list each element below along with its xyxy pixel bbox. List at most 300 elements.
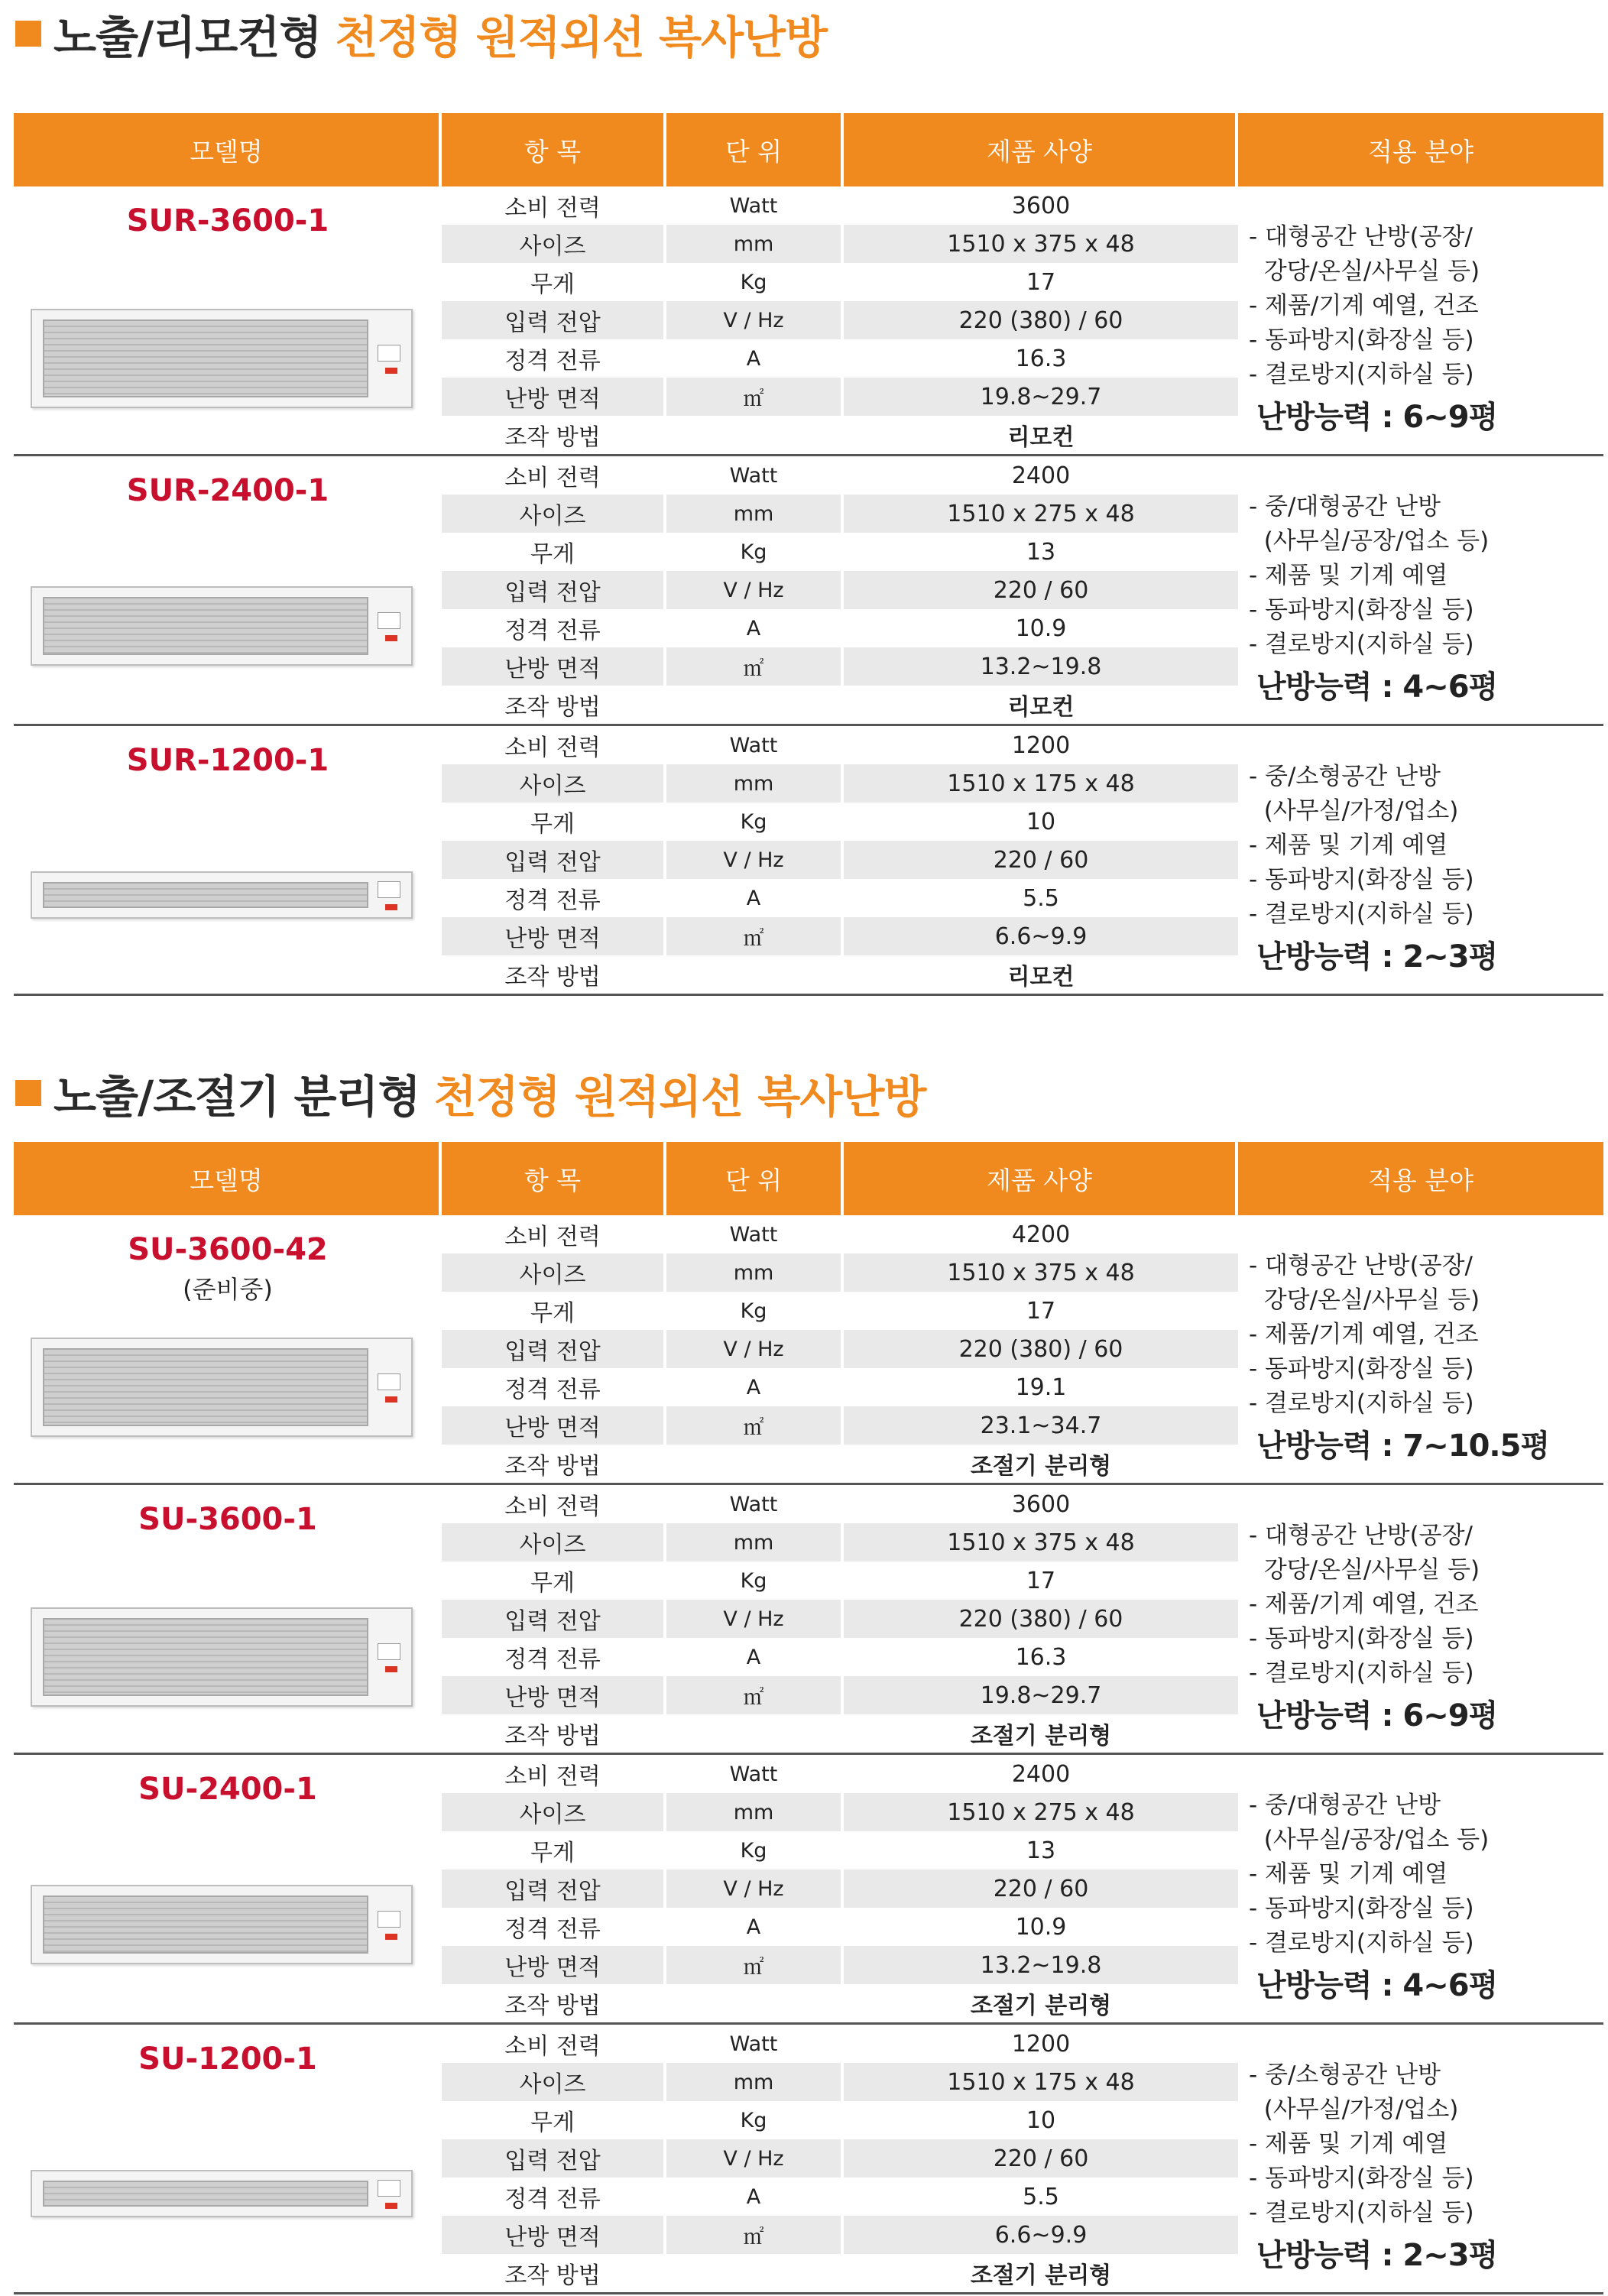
spec-item: 난방 면적 [442, 1406, 666, 1445]
spec-rows [442, 1215, 1238, 1483]
spec-unit: A [666, 2178, 844, 2216]
application-line: - 결로방지(지하실 등) [1249, 2199, 1474, 2226]
heater-panel [43, 319, 368, 397]
application-list [1249, 2058, 1599, 2230]
indicator-light-icon [385, 2203, 397, 2209]
spec-item: 사이즈 [442, 764, 666, 803]
spec-item: 사이즈 [442, 1253, 666, 1292]
table-row [442, 301, 1238, 339]
spec-unit: ㎡ [666, 2216, 844, 2254]
application-line: - 대형공간 난방(공장/ [1249, 223, 1473, 251]
spec-unit: A [666, 1368, 844, 1406]
model-name: SUR-2400-1 [126, 473, 329, 508]
heater-product-image [31, 309, 413, 408]
table-row [442, 917, 1238, 955]
control-box-icon [378, 612, 400, 629]
spec-item: 난방 면적 [442, 1946, 666, 1984]
spec-value: 220 / 60 [993, 576, 1089, 604]
spec-unit [666, 416, 844, 454]
spec-item: 입력 전압 [442, 1870, 666, 1908]
header-application: 적용 분야 [1367, 136, 1473, 167]
spec-item: 정격 전류 [442, 339, 666, 378]
table-row [442, 1292, 1238, 1330]
heating-capacity: 난방능력 : 4~6평 [1256, 670, 1498, 705]
spec-value: 3600 [1011, 192, 1071, 219]
model-name: SUR-3600-1 [126, 203, 329, 238]
application-list [1249, 1249, 1599, 1421]
heating-capacity: 난방능력 : 2~3평 [1256, 939, 1498, 975]
section-title-accent: 천정형 원적외선 복사난방 [433, 1071, 926, 1123]
spec-unit: ㎡ [666, 1406, 844, 1445]
spec-unit: Kg [666, 1292, 844, 1330]
spec-unit: ㎡ [666, 1946, 844, 1984]
application-line: - 동파방지(화장실 등) [1249, 1625, 1474, 1652]
application-line: - 제품/기계 예열, 건조 [1249, 292, 1479, 319]
application-list [1249, 220, 1599, 392]
application-line: - 중/대형공간 난방 [1249, 493, 1441, 520]
spec-unit: mm [666, 1253, 844, 1292]
heater-product-image [31, 871, 413, 919]
table-row [442, 1831, 1238, 1870]
spec-unit: A [666, 609, 844, 647]
application-line: - 동파방지(화장실 등) [1249, 596, 1474, 624]
table-row [442, 803, 1238, 841]
section-title [15, 1062, 926, 1124]
spec-unit: ㎡ [666, 378, 844, 416]
control-box-icon [378, 881, 400, 898]
model-block [14, 1485, 1603, 1755]
spec-unit: V / Hz [666, 1330, 844, 1368]
spec-item: 소비 전력 [442, 1485, 666, 1523]
spec-rows [442, 1485, 1238, 1753]
spec-value: 5.5 [1023, 2183, 1059, 2210]
spec-unit [666, 1984, 844, 2022]
spec-unit: Watt [666, 2025, 844, 2063]
spec-item: 난방 면적 [442, 2216, 666, 2254]
spec-value: 리모컨 [1007, 964, 1075, 991]
application-cell [1238, 1755, 1603, 2022]
spec-unit: A [666, 1908, 844, 1946]
spec-value: 19.1 [1015, 1373, 1067, 1401]
table-row [442, 2178, 1238, 2216]
indicator-light-icon [385, 1666, 397, 1672]
model-name: SU-2400-1 [138, 1772, 317, 1807]
spec-item: 입력 전압 [442, 1600, 666, 1638]
spec-value: 17 [1026, 1567, 1056, 1594]
spec-item: 사이즈 [442, 495, 666, 533]
application-list [1249, 1788, 1599, 1960]
spec-item: 소비 전력 [442, 726, 666, 764]
spec-item: 입력 전압 [442, 2139, 666, 2178]
application-cell [1238, 2025, 1603, 2292]
spec-unit: mm [666, 1523, 844, 1561]
spec-item: 소비 전력 [442, 1215, 666, 1253]
spec-rows [442, 186, 1238, 454]
application-line: (사무실/공장/업소 등) [1249, 527, 1490, 555]
spec-unit [666, 1714, 844, 1753]
table-body [14, 186, 1603, 996]
spec-unit: Watt [666, 186, 844, 225]
spec-unit: Watt [666, 1755, 844, 1793]
application-line: 강당/온실/사무실 등) [1249, 1556, 1480, 1584]
control-box-icon [378, 1643, 400, 1660]
heating-capacity: 난방능력 : 2~3평 [1256, 2238, 1498, 2273]
spec-item: 정격 전류 [442, 2178, 666, 2216]
application-line: - 제품 및 기계 예열 [1249, 1860, 1448, 1888]
application-line: 강당/온실/사무실 등) [1249, 258, 1480, 285]
table-row [442, 1946, 1238, 1984]
table-row [442, 686, 1238, 724]
spec-item: 무게 [442, 533, 666, 571]
heater-panel [43, 1895, 368, 1954]
spec-item: 난방 면적 [442, 378, 666, 416]
model-block [14, 1755, 1603, 2025]
header-model: 모델명 [14, 113, 442, 186]
table-row [442, 339, 1238, 378]
application-line: - 중/소형공간 난방 [1249, 763, 1441, 790]
spec-item: 정격 전류 [442, 879, 666, 917]
spec-item: 조작 방법 [442, 416, 666, 454]
application-line: - 동파방지(화장실 등) [1249, 1355, 1474, 1383]
model-cell [14, 456, 442, 724]
spec-value: 1510 x 275 x 48 [947, 1798, 1135, 1826]
heating-capacity: 난방능력 : 4~6평 [1256, 1968, 1498, 2003]
heater-panel [43, 882, 368, 908]
section-title [15, 3, 827, 64]
table-row [442, 416, 1238, 454]
spec-unit: ㎡ [666, 1676, 844, 1714]
spec-item: 입력 전압 [442, 841, 666, 879]
spec-value: 19.8~29.7 [980, 383, 1102, 410]
application-line: - 대형공간 난방(공장/ [1249, 1252, 1473, 1279]
table-row [442, 1523, 1238, 1561]
spec-value: 1510 x 175 x 48 [947, 770, 1135, 797]
table-row [442, 225, 1238, 263]
header-item: 항 목 [442, 113, 666, 186]
spec-item: 입력 전압 [442, 571, 666, 609]
application-line: - 동파방지(화장실 등) [1249, 866, 1474, 893]
section-title-accent: 천정형 원적외선 복사난방 [335, 11, 828, 63]
table-row [442, 1561, 1238, 1600]
spec-unit [666, 955, 844, 994]
header-item: 항 목 [442, 1142, 666, 1215]
application-line: - 제품 및 기계 예열 [1249, 2130, 1448, 2158]
spec-value: 조절기 분리형 [970, 1453, 1112, 1480]
spec-unit: Watt [666, 1215, 844, 1253]
heating-capacity: 난방능력 : 6~9평 [1256, 400, 1498, 435]
application-line: - 대형공간 난방(공장/ [1249, 1522, 1473, 1549]
spec-value: 220 / 60 [993, 2145, 1089, 2172]
spec-value: 조절기 분리형 [970, 1723, 1112, 1750]
table-row [442, 841, 1238, 879]
header-spec: 제품 사양 [844, 113, 1238, 186]
spec-value: 10 [1026, 2106, 1056, 2134]
spec-unit [666, 686, 844, 724]
heater-panel [43, 1618, 368, 1696]
model-cell [14, 1485, 442, 1753]
control-box-icon [378, 345, 400, 362]
model-cell [14, 1215, 442, 1483]
spec-unit: mm [666, 495, 844, 533]
spec-item: 사이즈 [442, 1523, 666, 1561]
application-cell [1238, 1215, 1603, 1483]
indicator-light-icon [385, 1396, 397, 1403]
application-cell [1238, 456, 1603, 724]
spec-unit: mm [666, 225, 844, 263]
model-name: SU-3600-1 [138, 1502, 317, 1537]
spec-value: 23.1~34.7 [980, 1412, 1102, 1439]
table-row [442, 2063, 1238, 2101]
spec-value: 6.6~9.9 [994, 923, 1088, 950]
model-cell [14, 186, 442, 454]
table-row [442, 1984, 1238, 2022]
spec-value: 6.6~9.9 [994, 2221, 1088, 2249]
heating-capacity: 난방능력 : 6~9평 [1256, 1698, 1498, 1733]
spec-unit: ㎡ [666, 647, 844, 686]
spec-value: 조절기 분리형 [970, 2262, 1112, 2289]
spec-item: 난방 면적 [442, 1676, 666, 1714]
control-box-icon [378, 2180, 400, 2197]
spec-unit: Kg [666, 803, 844, 841]
spec-value: 220 (380) / 60 [958, 1605, 1123, 1633]
spec-unit: mm [666, 1793, 844, 1831]
spec-unit: V / Hz [666, 301, 844, 339]
header-application: 적용 분야 [1367, 1165, 1473, 1195]
application-line: - 제품/기계 예열, 건조 [1249, 1321, 1479, 1348]
table-row [442, 2216, 1238, 2254]
indicator-light-icon [385, 1934, 397, 1940]
table-row [442, 1406, 1238, 1445]
table-row [442, 1215, 1238, 1253]
spec-item: 조작 방법 [442, 1714, 666, 1753]
spec-value: 16.3 [1015, 345, 1067, 372]
model-block [14, 186, 1603, 456]
spec-item: 조작 방법 [442, 686, 666, 724]
section-title-main: 노출/리모컨형 [53, 11, 322, 63]
spec-unit: Kg [666, 533, 844, 571]
spec-value: 220 (380) / 60 [958, 1335, 1123, 1363]
spec-value: 19.8~29.7 [980, 1681, 1102, 1709]
table-row [442, 1714, 1238, 1753]
table-row [442, 2025, 1238, 2063]
spec-unit [666, 2254, 844, 2292]
table-header [14, 1142, 1603, 1215]
square-bullet-icon [15, 21, 41, 47]
spec-item: 난방 면적 [442, 647, 666, 686]
spec-item: 무게 [442, 1292, 666, 1330]
spec-value: 220 / 60 [993, 1875, 1089, 1902]
application-line: - 제품/기계 예열, 건조 [1249, 1591, 1479, 1618]
spec-unit: Watt [666, 1485, 844, 1523]
application-line: - 중/대형공간 난방 [1249, 1792, 1441, 1819]
spec-value: 조절기 분리형 [970, 1993, 1112, 2019]
model-name: SU-3600-42 [128, 1232, 328, 1267]
model-cell [14, 1755, 442, 2022]
spec-unit [666, 1445, 844, 1483]
spec-unit: V / Hz [666, 2139, 844, 2178]
heater-product-image [31, 586, 413, 666]
application-line: (사무실/공장/업소 등) [1249, 1826, 1490, 1853]
indicator-light-icon [385, 635, 397, 641]
spec-unit: Watt [666, 456, 844, 495]
application-line: - 결로방지(지하실 등) [1249, 900, 1474, 928]
spec-value: 5.5 [1023, 884, 1059, 912]
header-unit: 단 위 [666, 1142, 844, 1215]
application-line: - 동파방지(화장실 등) [1249, 1895, 1474, 1922]
application-cell [1238, 726, 1603, 994]
heater-product-image [31, 2170, 413, 2217]
spec-item: 정격 전류 [442, 1368, 666, 1406]
spec-value: 10.9 [1015, 615, 1067, 642]
spec-item: 무게 [442, 2101, 666, 2139]
spec-value: 1510 x 275 x 48 [947, 500, 1135, 527]
spec-value: 220 / 60 [993, 846, 1089, 874]
heater-product-image [31, 1607, 413, 1707]
table-row [442, 1676, 1238, 1714]
table-row [442, 2139, 1238, 2178]
spec-item: 조작 방법 [442, 1445, 666, 1483]
spec-item: 조작 방법 [442, 1984, 666, 2022]
table-row [442, 726, 1238, 764]
application-line: (사무실/가정/업소) [1249, 2096, 1459, 2123]
table-row [442, 263, 1238, 301]
spec-item: 소비 전력 [442, 2025, 666, 2063]
application-line: - 결로방지(지하실 등) [1249, 1929, 1474, 1957]
table-row [442, 1870, 1238, 1908]
spec-item: 조작 방법 [442, 2254, 666, 2292]
spec-unit: A [666, 879, 844, 917]
spec-item: 무게 [442, 263, 666, 301]
indicator-light-icon [385, 368, 397, 374]
application-line: - 결로방지(지하실 등) [1249, 361, 1474, 388]
application-line: - 동파방지(화장실 등) [1249, 2165, 1474, 2192]
spec-value: 리모컨 [1007, 694, 1075, 721]
spec-unit: V / Hz [666, 1870, 844, 1908]
header-model: 모델명 [14, 1142, 442, 1215]
spec-value: 1510 x 175 x 48 [947, 2068, 1135, 2096]
heater-product-image [31, 1338, 413, 1437]
spec-value: 리모컨 [1007, 424, 1075, 451]
application-cell [1238, 1485, 1603, 1753]
spec-value: 220 (380) / 60 [958, 306, 1123, 334]
spec-unit: Kg [666, 263, 844, 301]
spec-value: 2400 [1011, 462, 1071, 489]
spec-unit: ㎡ [666, 917, 844, 955]
spec-unit: Kg [666, 2101, 844, 2139]
table-row [442, 647, 1238, 686]
table-row [442, 186, 1238, 225]
spec-value: 3600 [1011, 1490, 1071, 1518]
spec-item: 소비 전력 [442, 456, 666, 495]
table-row [442, 1793, 1238, 1831]
control-box-icon [378, 1373, 400, 1390]
application-line: - 제품 및 기계 예열 [1249, 832, 1448, 859]
spec-value: 1510 x 375 x 48 [947, 1259, 1135, 1286]
spec-item: 조작 방법 [442, 955, 666, 994]
spec-item: 무게 [442, 1561, 666, 1600]
spec-unit: Kg [666, 1561, 844, 1600]
table-row [442, 1638, 1238, 1676]
table-body [14, 1215, 1603, 2294]
model-block [14, 726, 1603, 996]
table-row [442, 1755, 1238, 1793]
application-line: (사무실/가정/업소) [1249, 797, 1459, 825]
table-row [442, 1445, 1238, 1483]
spec-item: 소비 전력 [442, 186, 666, 225]
table-row [442, 2254, 1238, 2292]
spec-rows [442, 726, 1238, 994]
spec-item: 무게 [442, 803, 666, 841]
spec-item: 입력 전압 [442, 301, 666, 339]
spec-table [14, 113, 1603, 996]
table-row [442, 533, 1238, 571]
heater-panel [43, 597, 368, 655]
table-row [442, 1368, 1238, 1406]
model-block [14, 2025, 1603, 2294]
spec-item: 사이즈 [442, 225, 666, 263]
spec-unit: V / Hz [666, 1600, 844, 1638]
table-row [442, 609, 1238, 647]
spec-unit: V / Hz [666, 571, 844, 609]
spec-item: 정격 전류 [442, 1908, 666, 1946]
table-header [14, 113, 1603, 186]
table-row [442, 495, 1238, 533]
header-spec: 제품 사양 [844, 1142, 1238, 1215]
table-row [442, 1330, 1238, 1368]
indicator-light-icon [385, 904, 397, 910]
table-row [442, 378, 1238, 416]
control-box-icon [378, 1911, 400, 1928]
application-line: - 동파방지(화장실 등) [1249, 326, 1474, 354]
spec-value: 13.2~19.8 [980, 1951, 1102, 1979]
table-row [442, 1908, 1238, 1946]
application-line: - 결로방지(지하실 등) [1249, 1390, 1474, 1417]
heating-capacity: 난방능력 : 7~10.5평 [1256, 1429, 1550, 1464]
square-bullet-icon [15, 1080, 41, 1106]
table-row [442, 2101, 1238, 2139]
spec-table [14, 1142, 1603, 2294]
spec-value: 17 [1026, 268, 1056, 296]
model-name: SU-1200-1 [138, 2041, 317, 2077]
model-name: SUR-1200-1 [126, 743, 329, 778]
application-list [1249, 760, 1599, 932]
spec-item: 정격 전류 [442, 1638, 666, 1676]
spec-item: 사이즈 [442, 2063, 666, 2101]
spec-value: 10.9 [1015, 1913, 1067, 1941]
spec-value: 16.3 [1015, 1643, 1067, 1671]
table-row [442, 456, 1238, 495]
spec-value: 10 [1026, 808, 1056, 835]
spec-value: 1510 x 375 x 48 [947, 230, 1135, 258]
spec-unit: A [666, 339, 844, 378]
model-block [14, 456, 1603, 726]
spec-value: 13 [1026, 538, 1056, 566]
table-row [442, 879, 1238, 917]
table-row [442, 1253, 1238, 1292]
spec-rows [442, 456, 1238, 724]
spec-item: 입력 전압 [442, 1330, 666, 1368]
spec-value: 13.2~19.8 [980, 653, 1102, 680]
spec-value: 13 [1026, 1837, 1056, 1864]
table-row [442, 955, 1238, 994]
spec-rows [442, 2025, 1238, 2292]
spec-unit: Kg [666, 1831, 844, 1870]
model-cell [14, 2025, 442, 2292]
spec-unit: mm [666, 2063, 844, 2101]
heater-panel [43, 2181, 368, 2207]
table-row [442, 1600, 1238, 1638]
application-list [1249, 490, 1599, 662]
